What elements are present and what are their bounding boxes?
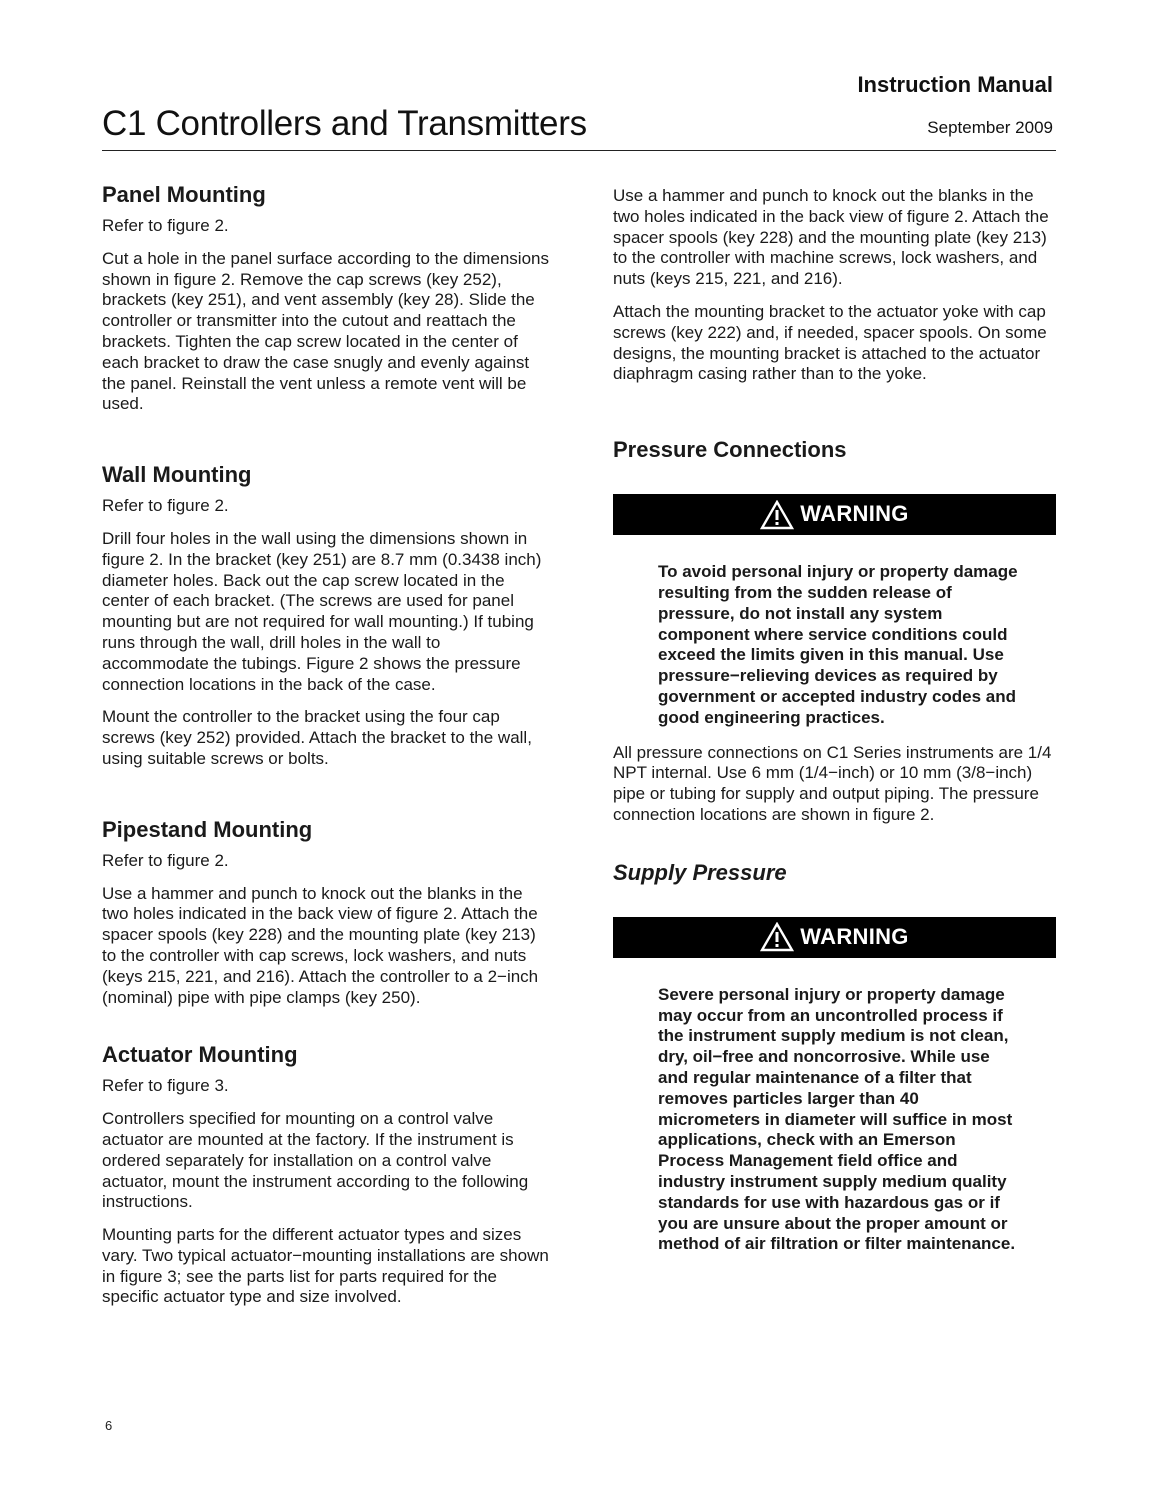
actuator-mounting-heading: Actuator Mounting: [102, 1042, 298, 1068]
wall-mounting-heading: Wall Mounting: [102, 462, 252, 488]
warning-label: WARNING: [800, 501, 909, 527]
supply-pressure-heading: Supply Pressure: [613, 859, 787, 885]
wall-mounting-ref: Refer to figure 2.: [102, 496, 229, 516]
warning-text: To avoid personal injury or property damage resulting from the sudden release of pressure, do not install any system component where service conditions could exceed the limits given in this manual. Use pressure−relieving devices as required by government or accepted industry codes and good engineering practices.: [658, 562, 1018, 727]
pressure-connections-section: [613, 437, 1059, 826]
left-column: [102, 182, 550, 1320]
pipestand-mounting-body: Use a hammer and punch to knock out the blanks in the two holes indicated in the back view of figure 2. Attach the spacer spools (key 228) and the mounting plate (key 213) to the controller with cap screws, lock washers, and nuts (keys 215, 221, and 216). Attach the controller to a 2−inch (nominal) pipe with pipe clamps (key 250).: [102, 883, 539, 1007]
pressure-connections-body: All pressure connections on C1 Series instruments are 1/4 NPT internal. Use 6 mm (1/4−inch) or 10 mm (3/8−inch) pipe or tubing for supply and output piping. The pressure connection locations are shown in figure 2.: [613, 742, 1052, 824]
actuator-continued-body-2: Attach the mounting bracket to the actuator yoke with cap screws (key 222) and, if needed, spacer spools. On some designs, the mounting bracket is attached to the actuator diaphragm casing rather than to the yoke.: [613, 301, 1047, 384]
actuator-mounting-body-2: Mounting parts for the different actuator types and sizes vary. Two typical actuator−mounting installations are shown in figure 3; see the parts list for parts required for the specific actuator type and size involved.: [102, 1225, 549, 1307]
header-date: September 2009: [927, 118, 1053, 137]
panel-mounting-section: [102, 182, 550, 415]
supply-pressure-section: [613, 860, 1059, 1255]
pressure-connections-heading: Pressure Connections: [613, 437, 847, 463]
panel-mounting-ref: Refer to figure 2.: [102, 216, 229, 235]
panel-mounting-heading: Panel Mounting: [102, 182, 266, 207]
wall-mounting-body-2: Mount the controller to the bracket using the four cap screws (key 252) provided. Attach the bracket to the wall, using suitable screws or bolts.: [102, 707, 532, 768]
wall-mounting-body-1: Drill four holes in the wall using the dimensions shown in figure 2. In the bracket (key 251) are 8.7 mm (0.3438 inch) diameter holes. Back out the cap screw located in the center of each bracket. (The screws are used for panel mounting but are not required for wall mounting.) If tubing runs through the wall, drill holes in the wall to accommodate the tubings. Figure 2 shows the pressure connection locations in the back of the case.: [102, 528, 542, 694]
pipestand-mounting-heading: Pipestand Mounting: [102, 816, 313, 842]
warning-banner: [613, 494, 1056, 535]
warning-banner: [613, 917, 1056, 958]
panel-mounting-body: Cut a hole in the panel surface according to the dimensions shown in figure 2. Remove the cap screws (key 252), brackets (key 251), and vent assembly (key 28). Slide the controller or transmitter into the cutout and reattach the brackets. Tighten the cap screw located in the center of each bracket to draw the case snugly and evenly against the panel. Reinstall the vent unless a remote vent will be used.: [102, 248, 549, 414]
warning-triangle-icon: [760, 922, 794, 952]
right-column: [613, 186, 1059, 1269]
pipestand-mounting-section: [102, 817, 550, 1009]
header-rule: [102, 150, 1056, 151]
actuator-continued-body-1: Use a hammer and punch to knock out the blanks in the two holes indicated in the back view of figure 2. Attach the spacer spools (key 228) and the mounting plate (key 213) to the controller with machine screws, lock washers, and nuts (keys 215, 221, and 216).: [613, 186, 1049, 289]
actuator-mounting-body-1: Controllers specified for mounting on a control valve actuator are mounted at the factory. If the instrument is ordered separately for installation on a control valve actuator, mount the instrument according to the following instructions.: [102, 1109, 529, 1212]
page-number: 6: [105, 1418, 113, 1433]
actuator-mounting-ref: Refer to figure 3.: [102, 1076, 229, 1096]
warning-text: Severe personal injury or property damage may occur from an uncontrolled process if the instrument supply medium is not clean, dry, oil−free and noncorrosive. While use and regular maintenance of a filter that removes particles larger than 40 micrometers in diameter will suffice in most applications, check with an Emerson Process Management field office and industry instrument supply medium quality standards for use with hazardous gas or if you are unsure about the proper amount or method of air filtration or filter maintenance.: [658, 984, 1016, 1254]
warning-label: WARNING: [800, 923, 909, 949]
header-manual-label: Instruction Manual: [857, 72, 1053, 97]
warning-triangle-icon: [760, 500, 794, 530]
pipestand-mounting-ref: Refer to figure 2.: [102, 850, 229, 870]
wall-mounting-section: [102, 462, 550, 770]
page-title: C1 Controllers and Transmitters: [102, 104, 587, 143]
actuator-mounting-section: [102, 1042, 550, 1308]
